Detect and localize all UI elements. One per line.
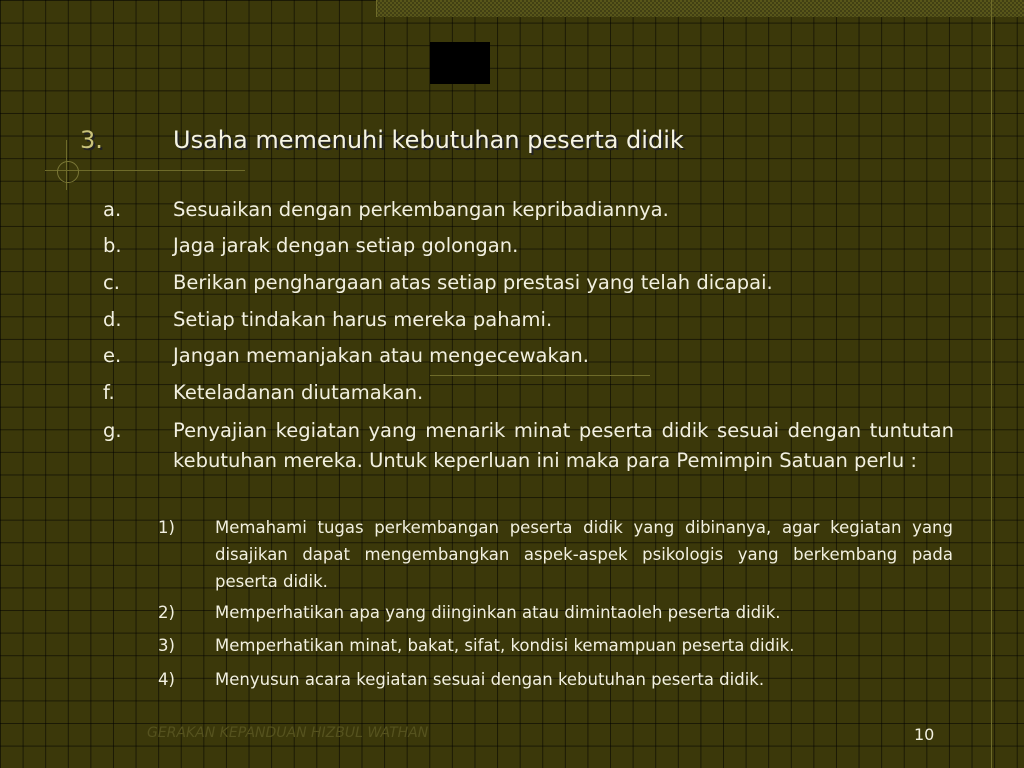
decorative-line — [430, 375, 650, 376]
sub-list-marker: 4) — [158, 670, 175, 689]
list-marker: e. — [103, 344, 122, 367]
list-marker: g. — [103, 419, 122, 442]
title-number: 3. — [80, 126, 103, 154]
list-marker: d. — [103, 308, 122, 331]
decorative-top-band — [376, 0, 1024, 17]
slide-title — [80, 126, 980, 166]
list-marker: c. — [103, 271, 120, 294]
list-text: Jangan memanjakan atau mengecewakan. — [173, 344, 589, 367]
title-text: Usaha memenuhi kebutuhan peserta didik — [173, 126, 684, 154]
sub-list-marker: 2) — [158, 603, 175, 622]
list-text: Penyajian kegiatan yang menarik minat peserta didik sesuai dengan tuntutan kebutuhan mereka. Untuk keperluan ini maka para Pemimpin Satuan perlu : — [173, 419, 954, 472]
list-marker: f. — [103, 381, 115, 404]
list-text: Keteladanan diutamakan. — [173, 381, 424, 404]
decorative-block — [430, 42, 490, 84]
sub-list-marker: 1) — [158, 518, 175, 537]
page-number: 10 — [914, 725, 935, 744]
decorative-line — [991, 0, 992, 768]
sub-list-marker: 3) — [158, 636, 175, 655]
decorative-line — [376, 0, 377, 17]
list-text: Jaga jarak dengan setiap golongan. — [173, 234, 519, 257]
list-marker: a. — [103, 198, 122, 221]
list-marker: b. — [103, 234, 122, 257]
sub-list-text: Memahami tugas perkembangan peserta didik yang dibinanya, agar kegiatan yang disajikan dapat mengembangkan aspek-aspek psikologis yang berkembang pada peserta didik. — [215, 518, 953, 591]
list-text: Setiap tindakan harus mereka pahami. — [173, 308, 553, 331]
footer-text: GERAKAN KEPANDUAN HIZBUL WATHAN — [147, 725, 429, 741]
list-text: Berikan penghargaan atas setiap prestasi yang telah dicapai. — [173, 271, 773, 294]
crosshair-icon — [57, 161, 79, 183]
sub-list-text: Memperhatikan apa yang diinginkan atau dimintaoleh peserta didik. — [215, 603, 781, 622]
sub-list-text: Memperhatikan minat, bakat, sifat, kondisi kemampuan peserta didik. — [215, 636, 795, 655]
list-text: Sesuaikan dengan perkembangan kepribadiannya. — [173, 198, 669, 221]
sub-list-text: Menyusun acara kegiatan sesuai dengan kebutuhan peserta didik. — [215, 670, 765, 689]
